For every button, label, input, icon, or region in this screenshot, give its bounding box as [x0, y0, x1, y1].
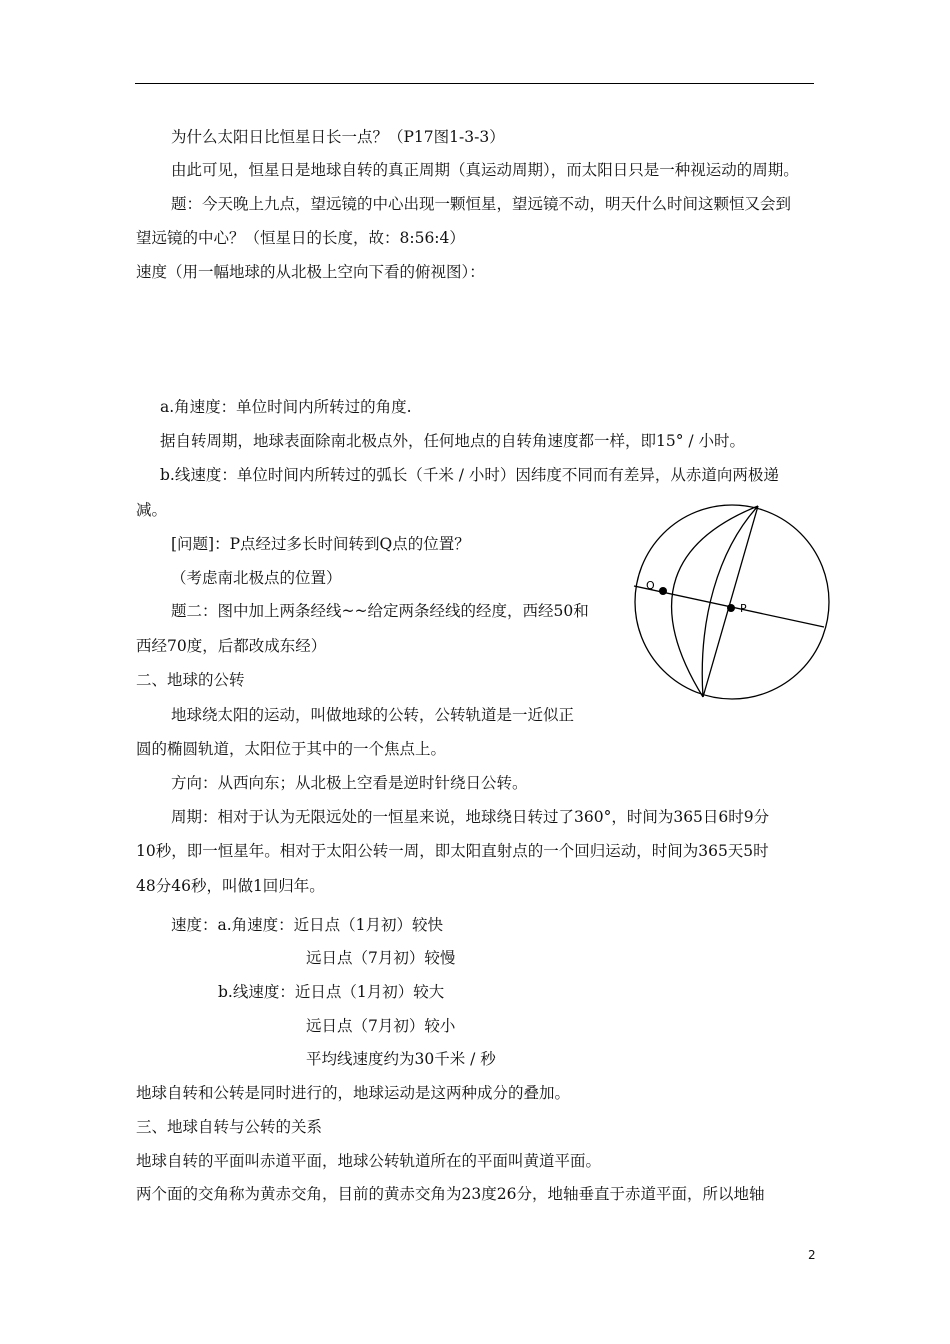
text-line: 圆的椭圆轨道，太阳位于其中的一个焦点上。	[136, 740, 447, 758]
text-line: 速度：a.角速度：近日点（1月初）较快	[171, 916, 444, 934]
text-line: 平均线速度约为30千米 / 秒	[306, 1050, 496, 1068]
text-line: 由此可见，恒星日是地球自转的真正周期（真运动周期），而太阳日只是一种视运动的周期。	[171, 161, 799, 179]
section-heading: 三、地球自转与公转的关系	[136, 1118, 323, 1136]
page-number: 2	[808, 1248, 816, 1262]
text-line: 为什么太阳日比恒星日长一点？（P17图1-3-3）	[171, 128, 505, 146]
text-line: a.角速度：单位时间内所转过的角度.	[160, 398, 412, 416]
text-line: 西经70度，后都改成东经）	[136, 637, 327, 655]
text-line: 地球自转的平面叫赤道平面，地球公转轨道所在的平面叫黄道平面。	[136, 1152, 602, 1170]
text-line: 10秒，即一恒星年。相对于太阳公转一周，即太阳直射点的一个回归运动，时间为365天5时	[136, 842, 769, 860]
text-line: 望远镜的中心？（恒星日的长度，故：8:56:4）	[136, 229, 465, 247]
earth-circle	[635, 505, 829, 699]
text-line: 地球自转和公转是同时进行的，地球运动是这两种成分的叠加。	[136, 1084, 571, 1102]
text-line: 两个面的交角称为黄赤交角，目前的黄赤交角为23度26分，地轴垂直于赤道平面，所以地轴	[136, 1185, 765, 1203]
label-q: Q	[646, 579, 655, 592]
text-line: b.线速度：近日点（1月初）较大	[218, 983, 445, 1001]
header-rule	[135, 83, 814, 84]
text-line: b.线速度：单位时间内所转过的弧长（千米 / 小时）因纬度不同而有差异，从赤道向两极递	[160, 466, 779, 484]
point-p	[727, 604, 735, 612]
text-line: 远日点（7月初）较慢	[306, 949, 456, 967]
text-line: 速度（用一幅地球的从北极上空向下看的俯视图）：	[136, 263, 485, 281]
text-line: 远日点（7月初）较小	[306, 1017, 456, 1035]
section-heading: 二、地球的公转	[136, 671, 245, 689]
text-line: 周期：相对于认为无限远处的一恒星来说，地球绕日转过了360°，时间为365日6时9分	[171, 808, 770, 826]
text-line: 题：今天晚上九点，望远镜的中心出现一颗恒星，望远镜不动，明天什么时间这颗恒又会到	[171, 195, 792, 213]
text-line: 地球绕太阳的运动，叫做地球的公转，公转轨道是一近似正	[171, 706, 575, 724]
text-line: （考虑南北极点的位置）	[171, 569, 342, 587]
text-line: [问题]：P点经过多长时间转到Q点的位置？	[171, 535, 470, 553]
label-p: P	[740, 602, 747, 615]
text-line: 减。	[136, 501, 168, 519]
text-line: 题二：图中加上两条经线~~给定两条经线的经度，西经50和	[171, 602, 589, 620]
text-line: 48分46秒，叫做1回归年。	[136, 877, 325, 895]
text-line: 据自转周期，地球表面除南北极点外，任何地点的自转角速度都一样，即15° / 小时。	[160, 432, 746, 450]
earth-rotation-diagram	[628, 500, 838, 700]
point-q	[659, 587, 667, 595]
axis-line	[703, 506, 758, 697]
text-line: 方向：从西向东；从北极上空看是逆时针绕日公转。	[171, 774, 528, 792]
